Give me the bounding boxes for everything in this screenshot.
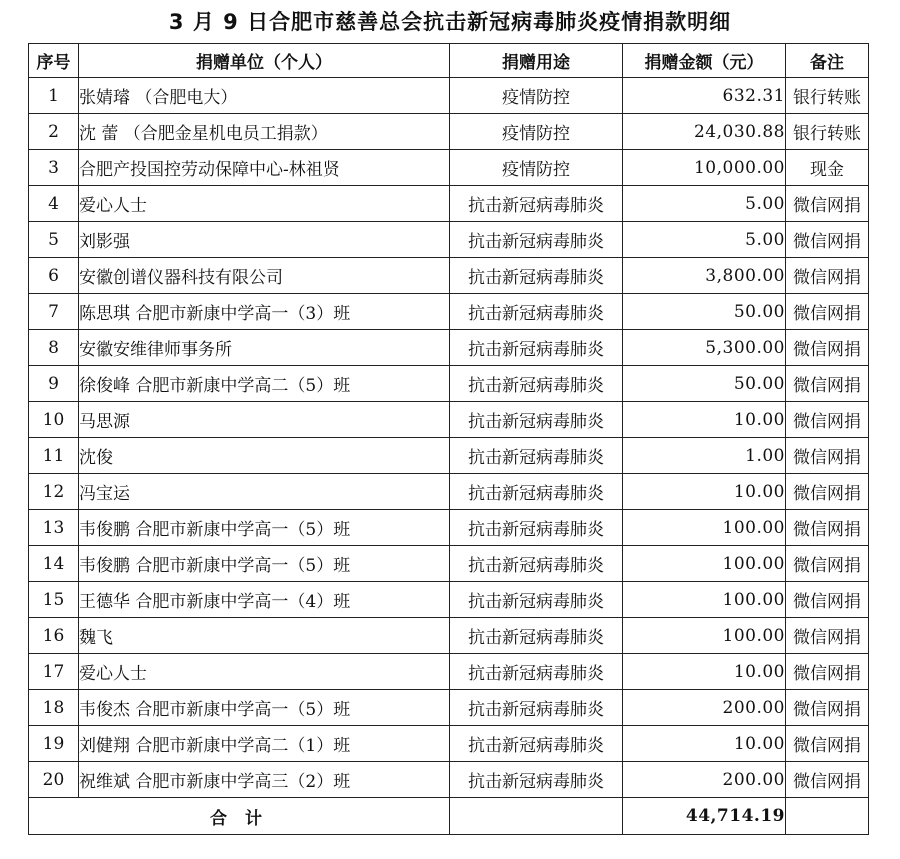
row-unit-cell: 陈思琪 合肥市新康中学高一（3）班 (79, 294, 450, 330)
table-row (29, 78, 869, 114)
row-amount-cell: 200.00 (623, 762, 786, 798)
row-note-cell: 微信网捐 (786, 330, 869, 366)
row-purpose-cell: 抗击新冠病毒肺炎 (450, 510, 623, 546)
row-no-cell: 8 (29, 330, 79, 366)
row-note-cell: 微信网捐 (786, 510, 869, 546)
row-unit-cell: 徐俊峰 合肥市新康中学高二（5）班 (79, 366, 450, 402)
row-purpose-cell: 抗击新冠病毒肺炎 (450, 690, 623, 726)
table-row (29, 114, 869, 150)
row-purpose-cell: 疫情防控 (450, 150, 623, 186)
total-row (29, 798, 869, 835)
table-row (29, 618, 869, 654)
total-label: 合 计 (29, 798, 450, 835)
row-amount-cell: 10,000.00 (623, 150, 786, 186)
row-note-cell: 微信网捐 (786, 618, 869, 654)
row-note-cell: 微信网捐 (786, 258, 869, 294)
row-no-cell: 10 (29, 402, 79, 438)
row-amount-cell: 100.00 (623, 546, 786, 582)
row-note-cell: 微信网捐 (786, 438, 869, 474)
table-body (29, 78, 869, 798)
row-purpose-cell: 疫情防控 (450, 114, 623, 150)
table-row (29, 510, 869, 546)
row-no-cell: 5 (29, 222, 79, 258)
row-purpose-cell: 抗击新冠病毒肺炎 (450, 402, 623, 438)
row-note-cell: 微信网捐 (786, 294, 869, 330)
row-note-cell: 微信网捐 (786, 186, 869, 222)
row-purpose-cell: 抗击新冠病毒肺炎 (450, 330, 623, 366)
row-note-cell: 微信网捐 (786, 582, 869, 618)
row-unit-cell: 韦俊鹏 合肥市新康中学高一（5）班 (79, 510, 450, 546)
row-amount-cell: 632.31 (623, 78, 786, 114)
row-amount-cell: 1.00 (623, 438, 786, 474)
table-row (29, 546, 869, 582)
row-no-cell: 16 (29, 618, 79, 654)
row-no-cell: 13 (29, 510, 79, 546)
row-amount-cell: 5,300.00 (623, 330, 786, 366)
table-row (29, 330, 869, 366)
row-note-cell: 微信网捐 (786, 546, 869, 582)
table-row (29, 186, 869, 222)
row-no-cell: 11 (29, 438, 79, 474)
row-amount-cell: 200.00 (623, 690, 786, 726)
table-row (29, 402, 869, 438)
row-unit-cell: 马思源 (79, 402, 450, 438)
row-note-cell: 微信网捐 (786, 222, 869, 258)
row-no-cell: 2 (29, 114, 79, 150)
row-no-cell: 15 (29, 582, 79, 618)
header-purpose: 捐赠用途 (450, 44, 623, 78)
row-unit-cell: 安徽创谱仪器科技有限公司 (79, 258, 450, 294)
row-purpose-cell: 抗击新冠病毒肺炎 (450, 186, 623, 222)
row-unit-cell: 祝维斌 合肥市新康中学高三（2）班 (79, 762, 450, 798)
row-amount-cell: 10.00 (623, 654, 786, 690)
total-purpose-cell (450, 798, 623, 835)
table-row (29, 690, 869, 726)
row-no-cell: 7 (29, 294, 79, 330)
row-unit-cell: 爱心人士 (79, 186, 450, 222)
row-purpose-cell: 疫情防控 (450, 78, 623, 114)
row-amount-cell: 50.00 (623, 366, 786, 402)
row-no-cell: 4 (29, 186, 79, 222)
row-unit-cell: 沈 蕾 （合肥金星机电员工捐款） (79, 114, 450, 150)
row-no-cell: 9 (29, 366, 79, 402)
row-no-cell: 14 (29, 546, 79, 582)
row-purpose-cell: 抗击新冠病毒肺炎 (450, 654, 623, 690)
row-note-cell: 银行转账 (786, 78, 869, 114)
table-row (29, 294, 869, 330)
row-amount-cell: 100.00 (623, 618, 786, 654)
table-row (29, 438, 869, 474)
row-purpose-cell: 抗击新冠病毒肺炎 (450, 258, 623, 294)
donation-table (28, 43, 869, 835)
table-row (29, 582, 869, 618)
row-no-cell: 18 (29, 690, 79, 726)
row-amount-cell: 50.00 (623, 294, 786, 330)
row-amount-cell: 100.00 (623, 582, 786, 618)
row-purpose-cell: 抗击新冠病毒肺炎 (450, 222, 623, 258)
row-unit-cell: 刘健翔 合肥市新康中学高二（1）班 (79, 726, 450, 762)
row-note-cell: 现金 (786, 150, 869, 186)
table-row (29, 150, 869, 186)
row-purpose-cell: 抗击新冠病毒肺炎 (450, 366, 623, 402)
row-purpose-cell: 抗击新冠病毒肺炎 (450, 582, 623, 618)
row-unit-cell: 合肥产投国控劳动保障中心-林祖贤 (79, 150, 450, 186)
row-no-cell: 3 (29, 150, 79, 186)
table-header-row (29, 44, 869, 78)
row-no-cell: 1 (29, 78, 79, 114)
row-note-cell: 微信网捐 (786, 366, 869, 402)
row-purpose-cell: 抗击新冠病毒肺炎 (450, 726, 623, 762)
table-row (29, 474, 869, 510)
row-unit-cell: 张婧璿 （合肥电大） (79, 78, 450, 114)
row-no-cell: 19 (29, 726, 79, 762)
row-amount-cell: 5.00 (623, 222, 786, 258)
row-purpose-cell: 抗击新冠病毒肺炎 (450, 546, 623, 582)
row-amount-cell: 24,030.88 (623, 114, 786, 150)
row-note-cell: 银行转账 (786, 114, 869, 150)
row-purpose-cell: 抗击新冠病毒肺炎 (450, 762, 623, 798)
row-unit-cell: 王德华 合肥市新康中学高一（4）班 (79, 582, 450, 618)
total-note-cell (786, 798, 869, 835)
row-unit-cell: 爱心人士 (79, 654, 450, 690)
table-row (29, 258, 869, 294)
row-purpose-cell: 抗击新冠病毒肺炎 (450, 438, 623, 474)
row-note-cell: 微信网捐 (786, 726, 869, 762)
table-row (29, 762, 869, 798)
total-amount: 44,714.19 (623, 798, 786, 835)
row-unit-cell: 韦俊杰 合肥市新康中学高一（5）班 (79, 690, 450, 726)
row-amount-cell: 10.00 (623, 474, 786, 510)
table-row (29, 222, 869, 258)
header-no: 序号 (29, 44, 79, 78)
row-amount-cell: 10.00 (623, 726, 786, 762)
row-note-cell: 微信网捐 (786, 762, 869, 798)
row-unit-cell: 韦俊鹏 合肥市新康中学高一（5）班 (79, 546, 450, 582)
row-amount-cell: 10.00 (623, 402, 786, 438)
table-row (29, 654, 869, 690)
row-unit-cell: 冯宝运 (79, 474, 450, 510)
row-amount-cell: 5.00 (623, 186, 786, 222)
header-unit: 捐赠单位（个人） (79, 44, 450, 78)
page-title: 3 月 9 日合肥市慈善总会抗击新冠病毒肺炎疫情捐款明细 (168, 10, 732, 34)
table-row (29, 726, 869, 762)
row-amount-cell: 100.00 (623, 510, 786, 546)
row-unit-cell: 魏飞 (79, 618, 450, 654)
row-unit-cell: 安徽安维律师事务所 (79, 330, 450, 366)
row-note-cell: 微信网捐 (786, 402, 869, 438)
row-no-cell: 12 (29, 474, 79, 510)
header-note: 备注 (786, 44, 869, 78)
row-note-cell: 微信网捐 (786, 474, 869, 510)
header-amount: 捐赠金额（元） (623, 44, 786, 78)
row-unit-cell: 刘影强 (79, 222, 450, 258)
row-purpose-cell: 抗击新冠病毒肺炎 (450, 618, 623, 654)
row-purpose-cell: 抗击新冠病毒肺炎 (450, 474, 623, 510)
row-unit-cell: 沈俊 (79, 438, 450, 474)
row-no-cell: 6 (29, 258, 79, 294)
row-no-cell: 17 (29, 654, 79, 690)
row-amount-cell: 3,800.00 (623, 258, 786, 294)
row-note-cell: 微信网捐 (786, 690, 869, 726)
row-note-cell: 微信网捐 (786, 654, 869, 690)
row-purpose-cell: 抗击新冠病毒肺炎 (450, 294, 623, 330)
table-row (29, 366, 869, 402)
row-no-cell: 20 (29, 762, 79, 798)
